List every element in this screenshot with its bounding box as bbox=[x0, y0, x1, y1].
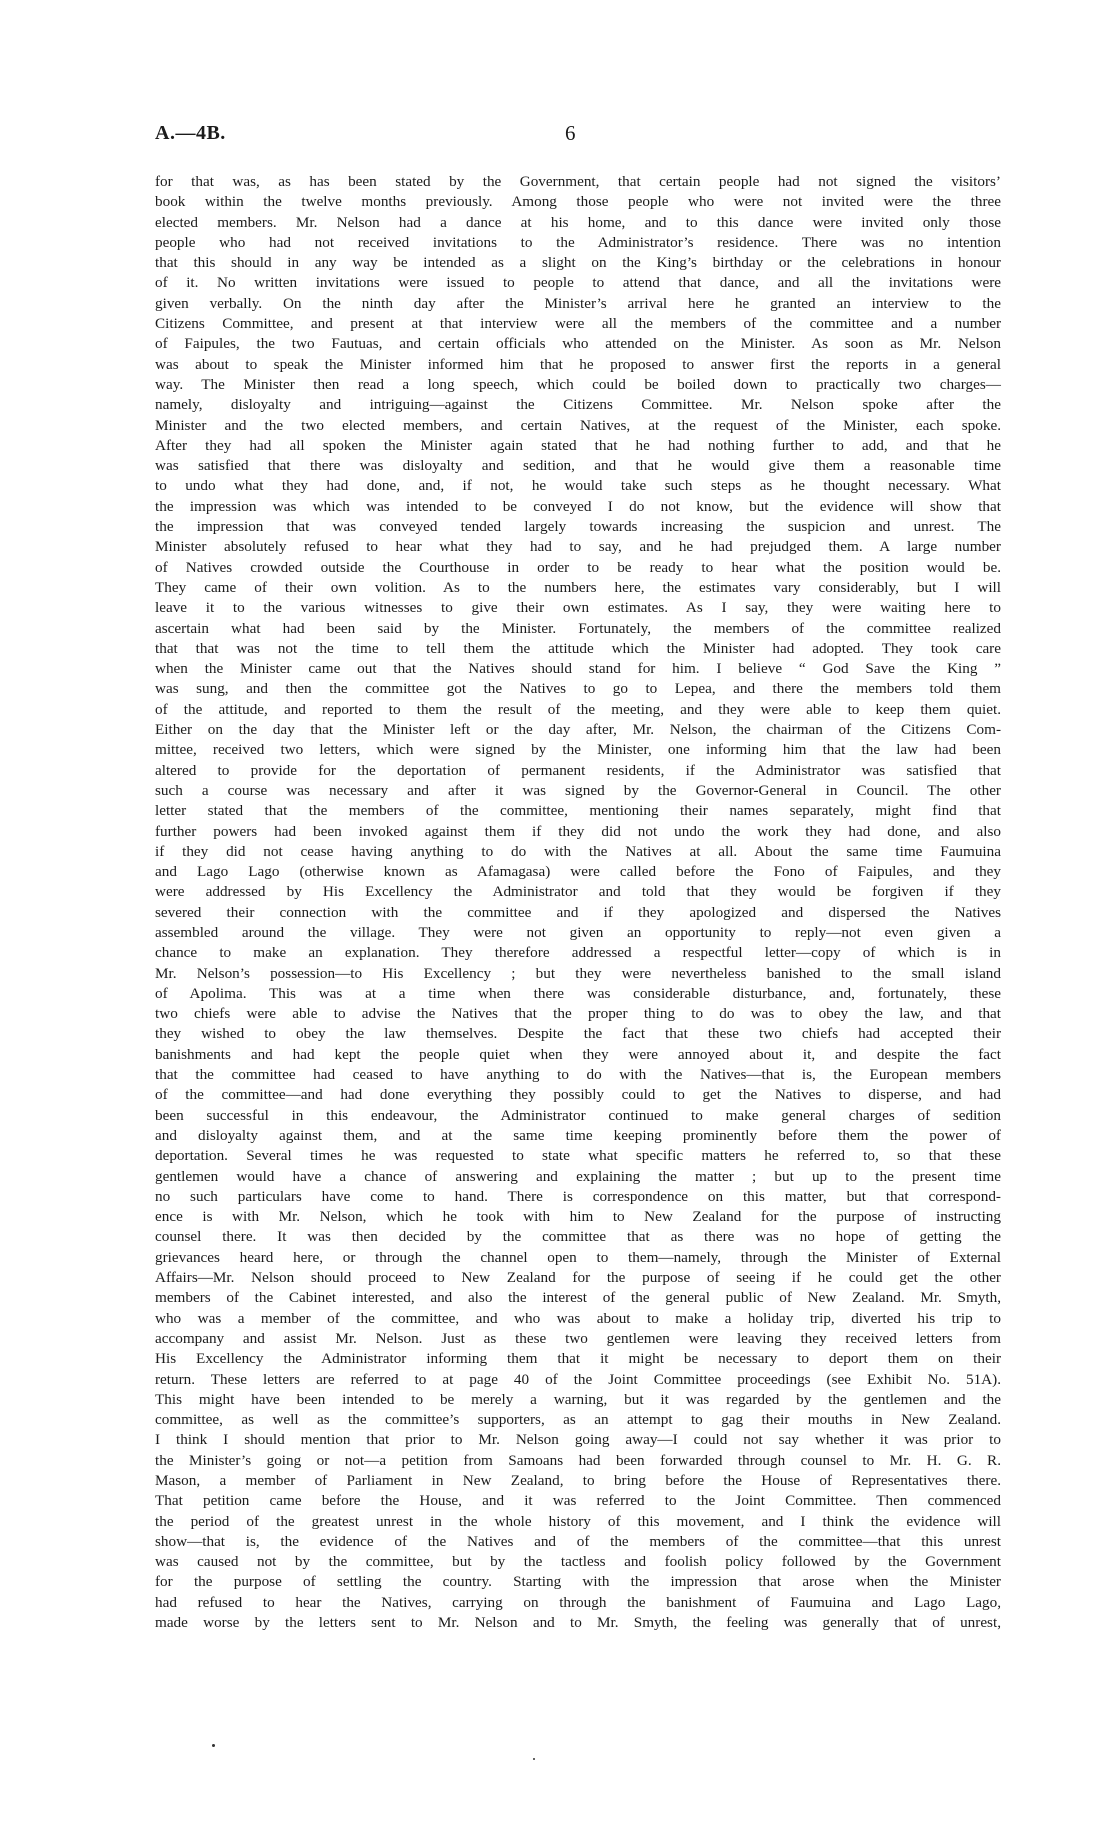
text-line: altered to provide for the deportation of permanent residents, if the Administrator was satisfied that bbox=[155, 761, 1001, 779]
text-line: way. The Minister then read a long speech, which could be boiled down to practically two charges— bbox=[155, 375, 1001, 393]
text-line: of Natives crowded outside the Courthouse in order to be ready to hear what the position would be. bbox=[155, 558, 1001, 576]
text-line: of it. No written invitations were issued to people to attend that dance, and all the invitations were bbox=[155, 274, 1001, 292]
text-line: given verbally. On the ninth day after the Minister’s arrival here he granted an interview to the bbox=[155, 294, 1001, 312]
document-reference: A.—4B. bbox=[155, 122, 226, 144]
text-line: were addressed by His Excellency the Administrator and told that they would be forgiven if they bbox=[155, 883, 1001, 901]
text-line: grievances heard here, or through the channel open to them—namely, through the Minister of External bbox=[155, 1248, 1001, 1266]
text-line: ence is with Mr. Nelson, which he took with him to New Zealand for the purpose of instructing bbox=[155, 1208, 1001, 1226]
text-line: of the committee—and had done everything they possibly could to get the Natives to disperse, and had bbox=[155, 1086, 1001, 1104]
text-line: was sung, and then the committee got the Natives to go to Lepea, and there the members told them bbox=[155, 680, 1001, 698]
text-line: if they did not cease having anything to do with the Natives at all. About the same time Faumuina bbox=[155, 842, 1001, 860]
text-line: Either on the day that the Minister left or the day after, Mr. Nelson, the chairman of the Citizens Com- bbox=[155, 721, 1001, 739]
text-line: had refused to hear the Natives, carrying on through the banishment of Faumuina and Lago Lago, bbox=[155, 1593, 1001, 1611]
text-line: elected members. Mr. Nelson had a dance at his home, and to this dance were invited only those bbox=[155, 213, 1001, 231]
text-line: made worse by the letters sent to Mr. Nelson and to Mr. Smyth, the feeling was generally that of unrest, bbox=[155, 1614, 1001, 1632]
text-line: was about to speak the Minister informed him that he proposed to answer first the reports in a general bbox=[155, 355, 1001, 373]
text-line: the period of the greatest unrest in the whole history of this movement, and I think the evidence will bbox=[155, 1512, 1001, 1530]
text-line: His Excellency the Administrator informing them that it might be necessary to deport them on their bbox=[155, 1350, 1001, 1368]
text-line: was caused not by the committee, but by the tactless and foolish policy followed by the Government bbox=[155, 1553, 1001, 1571]
text-line: namely, disloyalty and intriguing—against the Citizens Committee. Mr. Nelson spoke after the bbox=[155, 396, 1001, 414]
text-line: the Minister’s going or not—a petition from Samoans had been forwarded through counsel to Mr. H. G. R. bbox=[155, 1451, 1001, 1469]
text-line: that that was not the time to tell them the attitude which the Minister had adopted. They took care bbox=[155, 639, 1001, 657]
text-line: accompany and assist Mr. Nelson. Just as these two gentlemen were leaving they received letters from bbox=[155, 1329, 1001, 1347]
text-line: Mason, a member of Parliament in New Zealand, to bring before the House of Representatives there. bbox=[155, 1472, 1001, 1489]
text-line: that the committee had ceased to have anything to do with the Natives—that is, the European members bbox=[155, 1066, 1001, 1084]
text-line: deportation. Several times he was requested to state what specific matters he referred to, so that these bbox=[155, 1147, 1001, 1165]
text-line: ascertain what had been said by the Minister. Fortunately, the members of the committee realized bbox=[155, 619, 1001, 637]
text-line: for the purpose of settling the country. Starting with the impression that arose when the Minister bbox=[155, 1573, 1001, 1591]
text-line: That petition came before the House, and it was referred to the Joint Committee. Then commenced bbox=[155, 1492, 1001, 1510]
text-line: that this should in any way be intended as a slight on the King’s birthday or the celebrations in honour bbox=[155, 254, 1001, 272]
text-line: chance to make an explanation. They therefore addressed a respectful letter—copy of which is in bbox=[155, 944, 1001, 962]
text-line: committee, as well as the committee’s supporters, as an attempt to gag their mouths in New Zealand. bbox=[155, 1411, 1001, 1429]
text-line: gentlemen would have a chance of answering and explaining the matter ; but up to the present time bbox=[155, 1167, 1001, 1185]
text-line: of Faipules, the two Fautuas, and certain officials who attended on the Minister. As soon as Mr. Nelson bbox=[155, 335, 1001, 353]
text-line: book within the twelve months previously. Among those people who were not invited were the three bbox=[155, 193, 1001, 211]
text-line: severed their connection with the committee and if they apologized and dispersed the Natives bbox=[155, 903, 1001, 921]
text-line: Minister and the two elected members, and certain Natives, at the request of the Minister, each spoke. bbox=[155, 416, 1001, 434]
text-line: no such particulars have come to hand. There is correspondence on this matter, but that correspond- bbox=[155, 1187, 1001, 1205]
text-line: banishments and had kept the people quiet when they were annoyed about it, and despite the fact bbox=[155, 1045, 1001, 1063]
text-line: two chiefs were able to advise the Natives that the proper thing to do was to obey the law, and that bbox=[155, 1005, 1001, 1023]
text-line: for that was, as has been stated by the Government, that certain people had not signed the visitors’ bbox=[155, 173, 1001, 190]
page-number: 6 bbox=[565, 121, 576, 145]
text-line: the impression was which was intended to be conveyed I do not know, but the evidence will show that bbox=[155, 497, 1001, 515]
text-line: the impression that was conveyed tended largely towards increasing the suspicion and unrest. The bbox=[155, 518, 1001, 536]
text-line: assembled around the village. They were not given an opportunity to reply—not even given a bbox=[155, 923, 1001, 941]
text-line: Affairs—Mr. Nelson should proceed to New Zealand for the purpose of seeing if he could get the other bbox=[155, 1269, 1001, 1287]
text-line: and disloyalty against them, and at the same time keeping prominently before them the power of bbox=[155, 1126, 1001, 1144]
text-line: They came of their own volition. As to the numbers here, the estimates vary considerably, but I will bbox=[155, 578, 1001, 596]
text-line: After they had all spoken the Minister again stated that he had nothing further to add, and that he bbox=[155, 436, 1001, 454]
text-line: return. These letters are referred to at page 40 of the Joint Committee proceedings (see Exhibit No. 51A). bbox=[155, 1370, 1001, 1388]
text-line: Citizens Committee, and present at that interview were all the members of the committee and a number bbox=[155, 315, 1001, 333]
text-line: Mr. Nelson’s possession—to His Excellency ; but they were nevertheless banished to the small island bbox=[155, 964, 1001, 982]
text-line: when the Minister came out that the Natives should stand for him. I believe “ God Save the King ” bbox=[155, 660, 1001, 678]
text-line: show—that is, the evidence of the Natives and of the members of the committee—that this unrest bbox=[155, 1532, 1001, 1550]
text-line: such a course was necessary and after it was signed by the Governor-General in Council. The other bbox=[155, 781, 1001, 799]
text-line: further powers had been invoked against them if they did not undo the work they had done, and also bbox=[155, 822, 1001, 840]
text-line: counsel there. It was then decided by the committee that as there was no hope of getting the bbox=[155, 1228, 1001, 1246]
speck-mark bbox=[533, 1758, 535, 1760]
text-line: letter stated that the members of the committee, mentioning their names separately, might find that bbox=[155, 802, 1001, 820]
text-line: of the attitude, and reported to them the result of the meeting, and they were able to keep them quiet. bbox=[155, 700, 1001, 718]
text-line: I think I should mention that prior to Mr. Nelson going away—I could not say whether it was prior to bbox=[155, 1431, 1001, 1449]
speck-mark bbox=[212, 1744, 215, 1747]
text-line: mittee, received two letters, which were signed by the Minister, one informing him that the law had been bbox=[155, 741, 1001, 759]
text-line: they wished to obey the law themselves. Despite the fact that these two chiefs had accepted their bbox=[155, 1025, 1001, 1043]
text-line: of Apolima. This was at a time when there was considerable disturbance, and, fortunately, these bbox=[155, 984, 1001, 1002]
text-line: to undo what they had done, and, if not, he would take such steps as he thought necessary. What bbox=[155, 477, 1001, 495]
text-line: Minister absolutely refused to hear what they had to say, and he had prejudged them. A large number bbox=[155, 538, 1001, 556]
text-line: who was a member of the committee, and who was about to make a holiday trip, diverted his trip to bbox=[155, 1309, 1001, 1327]
text-line: This might have been intended to be merely a warning, but it was regarded by the gentlemen and the bbox=[155, 1390, 1001, 1408]
body-text bbox=[155, 172, 1001, 1633]
text-line: and Lago Lago (otherwise known as Afamagasa) were called before the Fono of Faipules, and they bbox=[155, 863, 1001, 881]
text-line: people who had not received invitations to the Administrator’s residence. There was no intention bbox=[155, 233, 1001, 251]
text-line: been successful in this endeavour, the Administrator continued to make general charges of sedition bbox=[155, 1106, 1001, 1124]
text-line: leave it to the various witnesses to give their own estimates. As I say, they were waiting here to bbox=[155, 599, 1001, 617]
text-line: members of the Cabinet interested, and also the interest of the general public of New Zealand. Mr. Smyth, bbox=[155, 1289, 1001, 1307]
text-line: was satisfied that there was disloyalty and sedition, and that he would give them a reasonable time bbox=[155, 457, 1001, 475]
